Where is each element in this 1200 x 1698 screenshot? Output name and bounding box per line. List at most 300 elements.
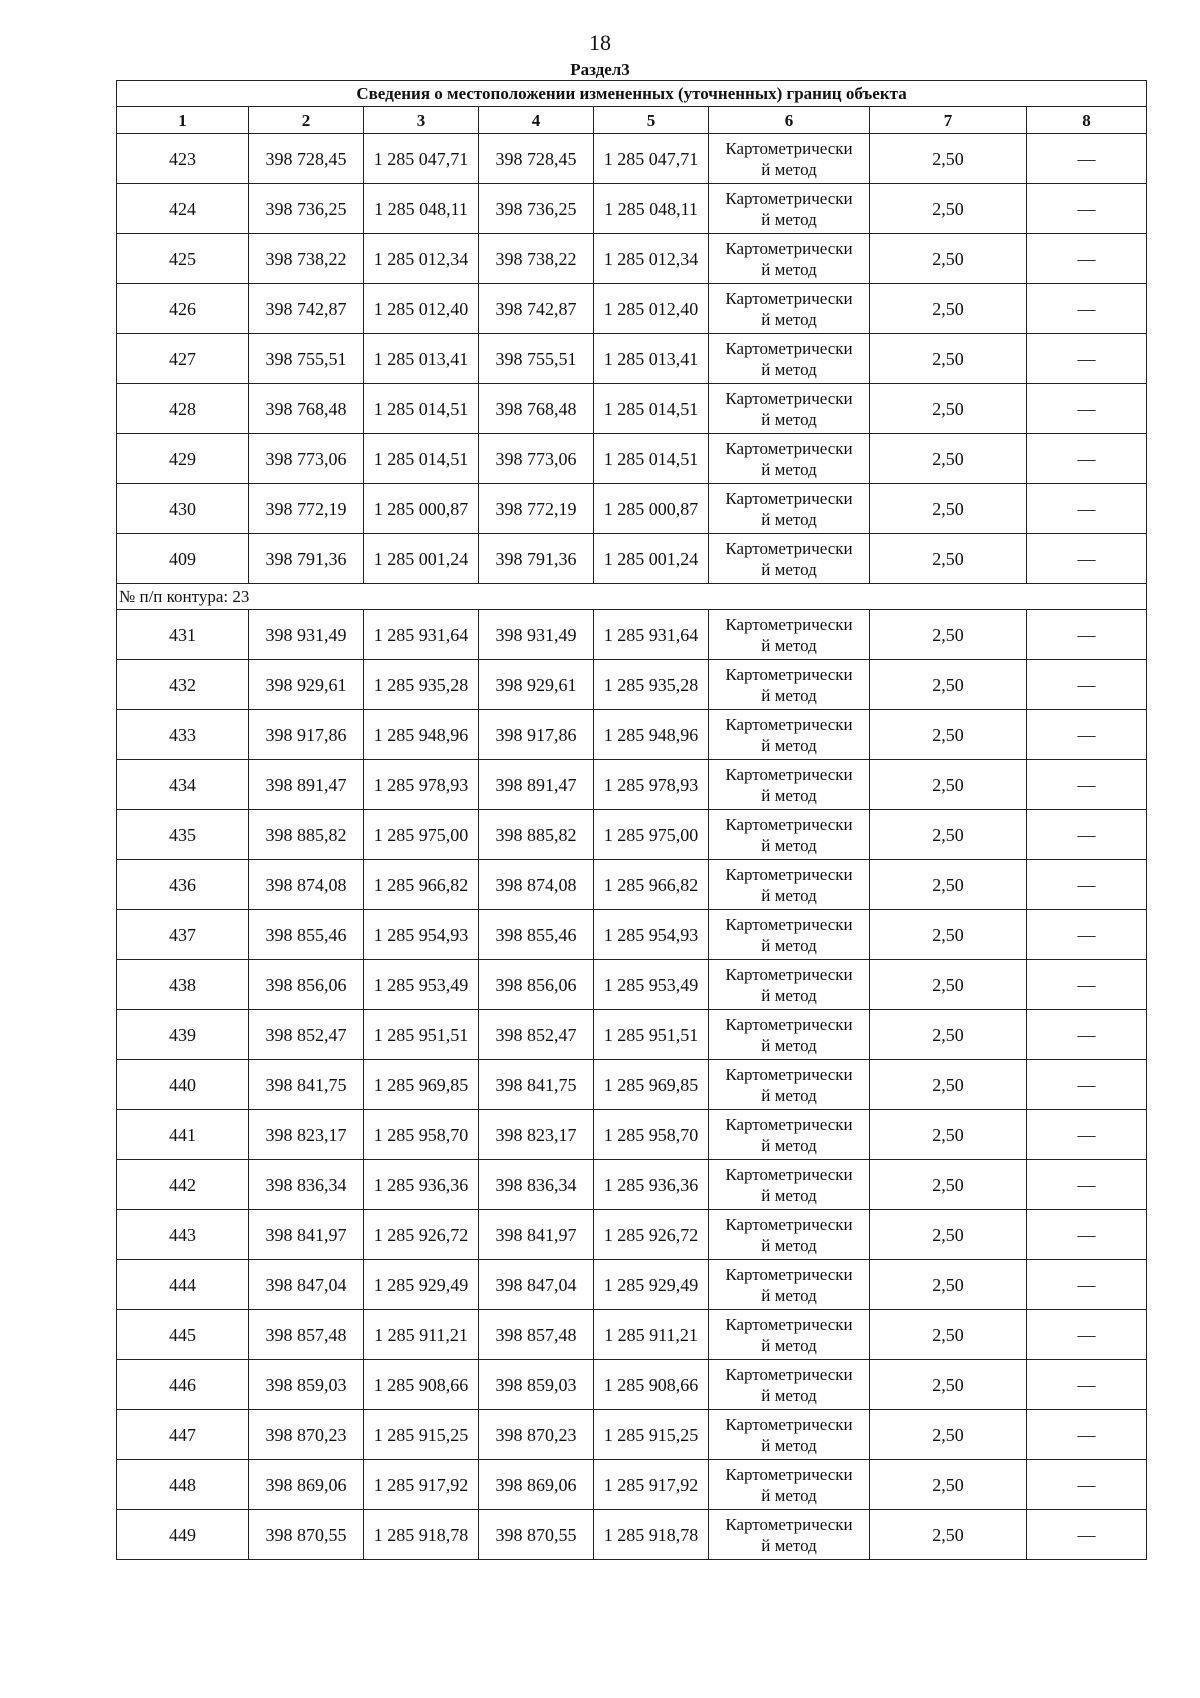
y-old: 1 285 014,51 — [364, 434, 479, 484]
y-new: 1 285 013,41 — [594, 334, 709, 384]
accuracy: 2,50 — [870, 1210, 1027, 1260]
description-dash: — — [1027, 1510, 1147, 1560]
x-old: 398 852,47 — [249, 1010, 364, 1060]
column-number: 2 — [249, 107, 364, 134]
x-new: 398 855,46 — [479, 910, 594, 960]
x-new: 398 891,47 — [479, 760, 594, 810]
method-text: Картометрически — [725, 138, 853, 158]
x-old: 398 869,06 — [249, 1460, 364, 1510]
contour-label: № п/п контура: 23 — [117, 584, 1147, 610]
point-number: 445 — [117, 1310, 249, 1360]
method-text: Картометрически — [725, 1264, 853, 1284]
x-old: 398 841,97 — [249, 1210, 364, 1260]
column-number: 7 — [870, 107, 1027, 134]
accuracy: 2,50 — [870, 1460, 1027, 1510]
x-old: 398 857,48 — [249, 1310, 364, 1360]
description-dash: — — [1027, 484, 1147, 534]
description-dash: — — [1027, 610, 1147, 660]
accuracy: 2,50 — [870, 760, 1027, 810]
method-text: й метод — [761, 685, 817, 705]
description-dash: — — [1027, 1310, 1147, 1360]
method-text: й метод — [761, 309, 817, 329]
method-cell — [709, 1260, 870, 1310]
point-number: 439 — [117, 1010, 249, 1060]
method-cell — [709, 1510, 870, 1560]
section-title: Раздел3 — [570, 60, 630, 79]
description-dash: — — [1027, 1060, 1147, 1110]
table-row — [117, 134, 1147, 184]
method-cell — [709, 1060, 870, 1110]
point-number: 436 — [117, 860, 249, 910]
y-new: 1 285 908,66 — [594, 1360, 709, 1410]
method-text: й метод — [761, 1185, 817, 1205]
y-old: 1 285 012,40 — [364, 284, 479, 334]
y-new: 1 285 975,00 — [594, 810, 709, 860]
x-new: 398 768,48 — [479, 384, 594, 434]
method-text: Картометрически — [725, 238, 853, 258]
y-new: 1 285 948,96 — [594, 710, 709, 760]
description-dash: — — [1027, 860, 1147, 910]
y-old: 1 285 931,64 — [364, 610, 479, 660]
column-number: 3 — [364, 107, 479, 134]
table-row — [117, 1010, 1147, 1060]
method-cell — [709, 610, 870, 660]
accuracy: 2,50 — [870, 610, 1027, 660]
accuracy: 2,50 — [870, 1510, 1027, 1560]
x-new: 398 874,08 — [479, 860, 594, 910]
x-old: 398 791,36 — [249, 534, 364, 584]
point-number: 449 — [117, 1510, 249, 1560]
y-new: 1 285 918,78 — [594, 1510, 709, 1560]
y-new: 1 285 012,40 — [594, 284, 709, 334]
y-new: 1 285 926,72 — [594, 1210, 709, 1260]
description-dash: — — [1027, 134, 1147, 184]
y-new: 1 285 014,51 — [594, 434, 709, 484]
method-cell — [709, 184, 870, 234]
method-text: Картометрически — [725, 664, 853, 684]
method-cell — [709, 860, 870, 910]
x-new: 398 847,04 — [479, 1260, 594, 1310]
y-new: 1 285 915,25 — [594, 1410, 709, 1460]
description-dash: — — [1027, 760, 1147, 810]
table-row — [117, 234, 1147, 284]
x-new: 398 917,86 — [479, 710, 594, 760]
y-new: 1 285 012,34 — [594, 234, 709, 284]
y-new: 1 285 931,64 — [594, 610, 709, 660]
x-new: 398 859,03 — [479, 1360, 594, 1410]
point-number: 448 — [117, 1460, 249, 1510]
x-new: 398 736,25 — [479, 184, 594, 234]
method-text: й метод — [761, 159, 817, 179]
method-text: Картометрически — [725, 538, 853, 558]
point-number: 424 — [117, 184, 249, 234]
method-cell — [709, 234, 870, 284]
x-old: 398 870,23 — [249, 1410, 364, 1460]
y-new: 1 285 048,11 — [594, 184, 709, 234]
description-dash: — — [1027, 234, 1147, 284]
y-new: 1 285 917,92 — [594, 1460, 709, 1510]
x-new: 398 852,47 — [479, 1010, 594, 1060]
table-row — [117, 284, 1147, 334]
method-text: й метод — [761, 885, 817, 905]
method-text: Картометрически — [725, 914, 853, 934]
method-text: й метод — [761, 635, 817, 655]
description-dash: — — [1027, 960, 1147, 1010]
method-text: й метод — [761, 359, 817, 379]
point-number: 441 — [117, 1110, 249, 1160]
y-new: 1 285 000,87 — [594, 484, 709, 534]
method-cell — [709, 1410, 870, 1460]
accuracy: 2,50 — [870, 1060, 1027, 1110]
method-cell — [709, 434, 870, 484]
x-new: 398 841,97 — [479, 1210, 594, 1260]
table-row — [117, 484, 1147, 534]
accuracy: 2,50 — [870, 184, 1027, 234]
y-old: 1 285 918,78 — [364, 1510, 479, 1560]
y-old: 1 285 911,21 — [364, 1310, 479, 1360]
accuracy: 2,50 — [870, 1110, 1027, 1160]
x-new: 398 791,36 — [479, 534, 594, 584]
x-new: 398 870,55 — [479, 1510, 594, 1560]
x-old: 398 855,46 — [249, 910, 364, 960]
point-number: 437 — [117, 910, 249, 960]
accuracy: 2,50 — [870, 234, 1027, 284]
method-cell — [709, 760, 870, 810]
method-text: Картометрически — [725, 1014, 853, 1034]
x-new: 398 773,06 — [479, 434, 594, 484]
x-new: 398 755,51 — [479, 334, 594, 384]
method-text: й метод — [761, 835, 817, 855]
x-old: 398 738,22 — [249, 234, 364, 284]
table-row — [117, 1110, 1147, 1160]
accuracy: 2,50 — [870, 860, 1027, 910]
x-old: 398 929,61 — [249, 660, 364, 710]
description-dash: — — [1027, 284, 1147, 334]
table-row — [117, 1310, 1147, 1360]
x-new: 398 772,19 — [479, 484, 594, 534]
point-number: 409 — [117, 534, 249, 584]
method-text: й метод — [761, 785, 817, 805]
x-old: 398 823,17 — [249, 1110, 364, 1160]
x-old: 398 859,03 — [249, 1360, 364, 1410]
accuracy: 2,50 — [870, 484, 1027, 534]
method-cell — [709, 910, 870, 960]
point-number: 446 — [117, 1360, 249, 1410]
table-caption: Сведения о местоположении измененных (уточненных) границ объекта — [117, 81, 1147, 107]
method-text: Картометрически — [725, 814, 853, 834]
x-new: 398 742,87 — [479, 284, 594, 334]
method-text: Картометрически — [725, 1064, 853, 1084]
y-old: 1 285 966,82 — [364, 860, 479, 910]
y-old: 1 285 954,93 — [364, 910, 479, 960]
table-row — [117, 1410, 1147, 1460]
x-old: 398 874,08 — [249, 860, 364, 910]
description-dash: — — [1027, 1010, 1147, 1060]
method-cell — [709, 1360, 870, 1410]
method-text: й метод — [761, 1385, 817, 1405]
x-old: 398 856,06 — [249, 960, 364, 1010]
x-new: 398 929,61 — [479, 660, 594, 710]
method-text: й метод — [761, 259, 817, 279]
point-number: 440 — [117, 1060, 249, 1110]
table-row — [117, 1060, 1147, 1110]
method-text: Картометрически — [725, 388, 853, 408]
method-text: й метод — [761, 559, 817, 579]
method-cell — [709, 334, 870, 384]
point-number: 432 — [117, 660, 249, 710]
y-new: 1 285 911,21 — [594, 1310, 709, 1360]
x-old: 398 736,25 — [249, 184, 364, 234]
method-text: Картометрически — [725, 1514, 853, 1534]
description-dash: — — [1027, 1410, 1147, 1460]
method-text: й метод — [761, 1035, 817, 1055]
method-cell — [709, 1010, 870, 1060]
method-cell — [709, 284, 870, 334]
method-text: Картометрически — [725, 1414, 853, 1434]
description-dash: — — [1027, 334, 1147, 384]
description-dash: — — [1027, 810, 1147, 860]
method-cell — [709, 660, 870, 710]
method-text: Картометрически — [725, 188, 853, 208]
description-dash: — — [1027, 434, 1147, 484]
point-number: 431 — [117, 610, 249, 660]
y-new: 1 285 969,85 — [594, 1060, 709, 1110]
x-old: 398 773,06 — [249, 434, 364, 484]
method-cell — [709, 134, 870, 184]
y-old: 1 285 908,66 — [364, 1360, 479, 1410]
y-new: 1 285 953,49 — [594, 960, 709, 1010]
method-text: Картометрически — [725, 1464, 853, 1484]
x-old: 398 931,49 — [249, 610, 364, 660]
y-old: 1 285 926,72 — [364, 1210, 479, 1260]
x-new: 398 738,22 — [479, 234, 594, 284]
accuracy: 2,50 — [870, 1160, 1027, 1210]
y-old: 1 285 951,51 — [364, 1010, 479, 1060]
description-dash: — — [1027, 1110, 1147, 1160]
point-number: 433 — [117, 710, 249, 760]
point-number: 444 — [117, 1260, 249, 1310]
description-dash: — — [1027, 184, 1147, 234]
column-number: 8 — [1027, 107, 1147, 134]
table-caption-row — [117, 81, 1147, 107]
table-row — [117, 1360, 1147, 1410]
x-new: 398 885,82 — [479, 810, 594, 860]
table-row — [117, 810, 1147, 860]
method-cell — [709, 810, 870, 860]
y-new: 1 285 047,71 — [594, 134, 709, 184]
y-old: 1 285 953,49 — [364, 960, 479, 1010]
point-number: 443 — [117, 1210, 249, 1260]
column-number: 6 — [709, 107, 870, 134]
accuracy: 2,50 — [870, 284, 1027, 334]
y-old: 1 285 948,96 — [364, 710, 479, 760]
method-text: Картометрически — [725, 338, 853, 358]
y-old: 1 285 975,00 — [364, 810, 479, 860]
method-text: Картометрически — [725, 1214, 853, 1234]
method-text: й метод — [761, 1335, 817, 1355]
x-new: 398 869,06 — [479, 1460, 594, 1510]
y-old: 1 285 917,92 — [364, 1460, 479, 1510]
description-dash: — — [1027, 384, 1147, 434]
page-number: 18 — [589, 30, 611, 55]
table-row — [117, 1210, 1147, 1260]
point-number: 425 — [117, 234, 249, 284]
y-new: 1 285 951,51 — [594, 1010, 709, 1060]
x-new: 398 823,17 — [479, 1110, 594, 1160]
method-text: й метод — [761, 1085, 817, 1105]
accuracy: 2,50 — [870, 384, 1027, 434]
table-row — [117, 1510, 1147, 1560]
x-old: 398 847,04 — [249, 1260, 364, 1310]
accuracy: 2,50 — [870, 660, 1027, 710]
x-new: 398 728,45 — [479, 134, 594, 184]
x-new: 398 836,34 — [479, 1160, 594, 1210]
x-old: 398 768,48 — [249, 384, 364, 434]
x-old: 398 885,82 — [249, 810, 364, 860]
method-text: Картометрически — [725, 964, 853, 984]
x-new: 398 857,48 — [479, 1310, 594, 1360]
table-row — [117, 960, 1147, 1010]
y-new: 1 285 935,28 — [594, 660, 709, 710]
accuracy: 2,50 — [870, 1010, 1027, 1060]
description-dash: — — [1027, 1360, 1147, 1410]
table-row — [117, 1260, 1147, 1310]
table-row — [117, 910, 1147, 960]
method-text: й метод — [761, 409, 817, 429]
method-text: й метод — [761, 1235, 817, 1255]
accuracy: 2,50 — [870, 434, 1027, 484]
accuracy: 2,50 — [870, 534, 1027, 584]
method-cell — [709, 384, 870, 434]
accuracy: 2,50 — [870, 910, 1027, 960]
method-cell — [709, 1460, 870, 1510]
y-old: 1 285 978,93 — [364, 760, 479, 810]
description-dash: — — [1027, 1160, 1147, 1210]
table-row — [117, 610, 1147, 660]
method-text: Картометрически — [725, 1364, 853, 1384]
column-number: 5 — [594, 107, 709, 134]
y-old: 1 285 936,36 — [364, 1160, 479, 1210]
x-old: 398 917,86 — [249, 710, 364, 760]
description-dash: — — [1027, 910, 1147, 960]
y-old: 1 285 014,51 — [364, 384, 479, 434]
description-dash: — — [1027, 534, 1147, 584]
y-new: 1 285 958,70 — [594, 1110, 709, 1160]
method-text: й метод — [761, 1485, 817, 1505]
method-text: й метод — [761, 1435, 817, 1455]
method-text: й метод — [761, 1135, 817, 1155]
method-cell — [709, 1110, 870, 1160]
column-number: 4 — [479, 107, 594, 134]
method-text: й метод — [761, 985, 817, 1005]
x-old: 398 772,19 — [249, 484, 364, 534]
x-new: 398 841,75 — [479, 1060, 594, 1110]
x-old: 398 841,75 — [249, 1060, 364, 1110]
accuracy: 2,50 — [870, 1410, 1027, 1460]
method-cell — [709, 1160, 870, 1210]
method-cell — [709, 1310, 870, 1360]
x-old: 398 742,87 — [249, 284, 364, 334]
y-old: 1 285 929,49 — [364, 1260, 479, 1310]
point-number: 430 — [117, 484, 249, 534]
description-dash: — — [1027, 660, 1147, 710]
contour-row — [117, 584, 1147, 610]
method-text: Картометрически — [725, 864, 853, 884]
y-new: 1 285 966,82 — [594, 860, 709, 910]
y-new: 1 285 929,49 — [594, 1260, 709, 1310]
point-number: 435 — [117, 810, 249, 860]
point-number: 423 — [117, 134, 249, 184]
y-old: 1 285 012,34 — [364, 234, 479, 284]
table-row — [117, 1460, 1147, 1510]
y-old: 1 285 958,70 — [364, 1110, 479, 1160]
accuracy: 2,50 — [870, 1310, 1027, 1360]
table-row — [117, 184, 1147, 234]
method-cell — [709, 960, 870, 1010]
method-cell — [709, 534, 870, 584]
table-body — [117, 81, 1147, 1560]
method-text: й метод — [761, 1535, 817, 1555]
table-row — [117, 434, 1147, 484]
method-text: Картометрически — [725, 1164, 853, 1184]
accuracy: 2,50 — [870, 960, 1027, 1010]
y-old: 1 285 047,71 — [364, 134, 479, 184]
y-new: 1 285 954,93 — [594, 910, 709, 960]
method-text: Картометрически — [725, 1314, 853, 1334]
method-text: Картометрически — [725, 764, 853, 784]
point-number: 426 — [117, 284, 249, 334]
table-row — [117, 760, 1147, 810]
method-cell — [709, 710, 870, 760]
method-cell — [709, 484, 870, 534]
y-old: 1 285 048,11 — [364, 184, 479, 234]
table-row — [117, 710, 1147, 760]
table-row — [117, 660, 1147, 710]
x-new: 398 931,49 — [479, 610, 594, 660]
point-number: 438 — [117, 960, 249, 1010]
accuracy: 2,50 — [870, 1360, 1027, 1410]
point-number: 429 — [117, 434, 249, 484]
y-old: 1 285 969,85 — [364, 1060, 479, 1110]
y-new: 1 285 978,93 — [594, 760, 709, 810]
method-text: Картометрически — [725, 1114, 853, 1134]
point-number: 442 — [117, 1160, 249, 1210]
coordinates-table — [116, 80, 1147, 1560]
description-dash: — — [1027, 710, 1147, 760]
method-cell — [709, 1210, 870, 1260]
description-dash: — — [1027, 1210, 1147, 1260]
point-number: 427 — [117, 334, 249, 384]
x-old: 398 728,45 — [249, 134, 364, 184]
y-old: 1 285 001,24 — [364, 534, 479, 584]
x-old: 398 870,55 — [249, 1510, 364, 1560]
accuracy: 2,50 — [870, 134, 1027, 184]
point-number: 434 — [117, 760, 249, 810]
accuracy: 2,50 — [870, 1260, 1027, 1310]
accuracy: 2,50 — [870, 810, 1027, 860]
y-new: 1 285 001,24 — [594, 534, 709, 584]
y-old: 1 285 915,25 — [364, 1410, 479, 1460]
x-new: 398 870,23 — [479, 1410, 594, 1460]
table-row — [117, 1160, 1147, 1210]
method-text: Картометрически — [725, 438, 853, 458]
column-number: 1 — [117, 107, 249, 134]
method-text: й метод — [761, 509, 817, 529]
description-dash: — — [1027, 1460, 1147, 1510]
x-old: 398 836,34 — [249, 1160, 364, 1210]
table-row — [117, 860, 1147, 910]
method-text: й метод — [761, 735, 817, 755]
